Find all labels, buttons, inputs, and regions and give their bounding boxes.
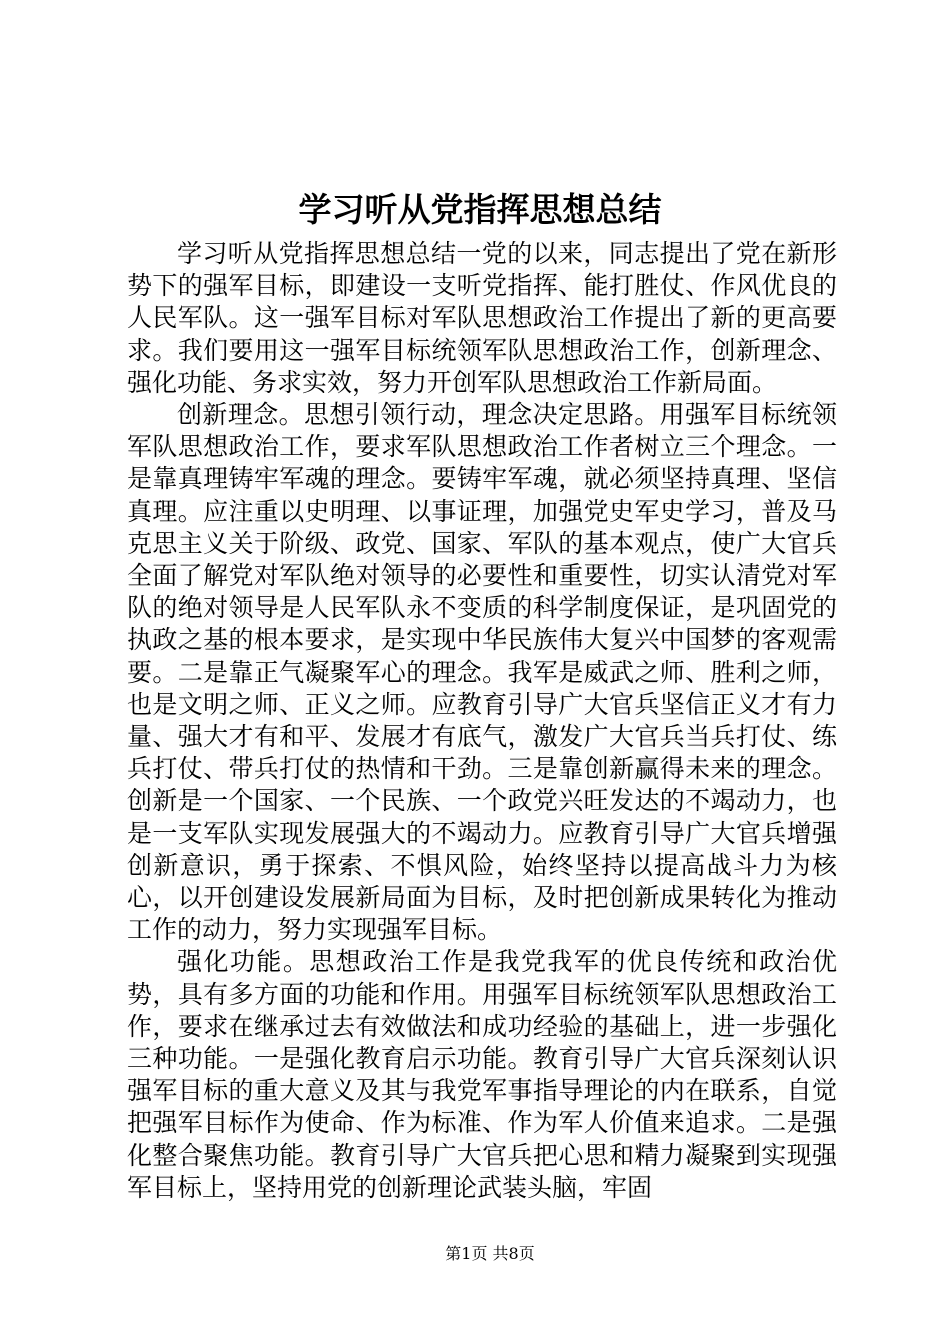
- paragraph-innovation: 创新理念。思想引领行动，理念决定思路。用强军目标统领军队思想政治工作，要求军队思想政治工作者树立三个理念。一是靠真理铸牢军魂的理念。要铸牢军魂，就必须坚持真理、坚信真理。应注重以史明理、以事证理，加强党史军史学习，普及马克思主义关于阶级、政党、国家、军队的基本观点，使广大官兵全面了解党对军队绝对领导的必要性和重要性，切实认清党对军队的绝对领导是人民军队永不变质的科学制度保证，是巩固党的执政之基的根本要求，是实现中华民族伟大复兴中国梦的客观需要。二是靠正气凝聚军心的理念。我军是威武之师、胜利之师，也是文明之师、正义之师。应教育引导广大官兵坚信正义才有力量、强大才有和平、发展才有底气，激发广大官兵当兵打仗、练兵打仗、带兵打仗的热情和干劲。三是靠创新赢得未来的理念。创新是一个国家、一个民族、一个政党兴旺发达的不竭动力，也是一支军队实现发展强大的不竭动力。应教育引导广大官兵增强创新意识，勇于探索、不惧风险，始终坚持以提高战斗力为核心，以开创建设发展新局面为目标，及时把创新成果转化为推动工作的动力，努力实现强军目标。: [127, 400, 837, 945]
- paragraph-function: 强化功能。思想政治工作是我党我军的优良传统和政治优势，具有多方面的功能和作用。用强军目标统领军队思想政治工作，要求在继承过去有效做法和成功经验的基础上，进一步强化三种功能。一是强化教育启示功能。教育引导广大官兵深刻认识强军目标的重大意义及其与我党军事指导理论的内在联系，自觉把强军目标作为使命、作为标准、作为军人价值来追求。二是强化整合聚焦功能。教育引导广大官兵把心思和精力凝聚到实现强军目标上，坚持用党的创新理论武装头脑，牢固: [127, 947, 837, 1202]
- page-number-footer: 第1页 共8页: [445, 1244, 535, 1263]
- document-title: 学习听从党指挥思想总结: [298, 190, 662, 229]
- document-body: [127, 238, 837, 1204]
- paragraph-intro: 学习听从党指挥思想总结一党的以来，同志提出了党在新形势下的强军目标，即建设一支听党指挥、能打胜仗、作风优良的人民军队。这一强军目标对军队思想政治工作提出了新的更高要求。我们要用这一强军目标统领军队思想政治工作，创新理念、强化功能、务求实效，努力开创军队思想政治工作新局面。: [127, 239, 837, 397]
